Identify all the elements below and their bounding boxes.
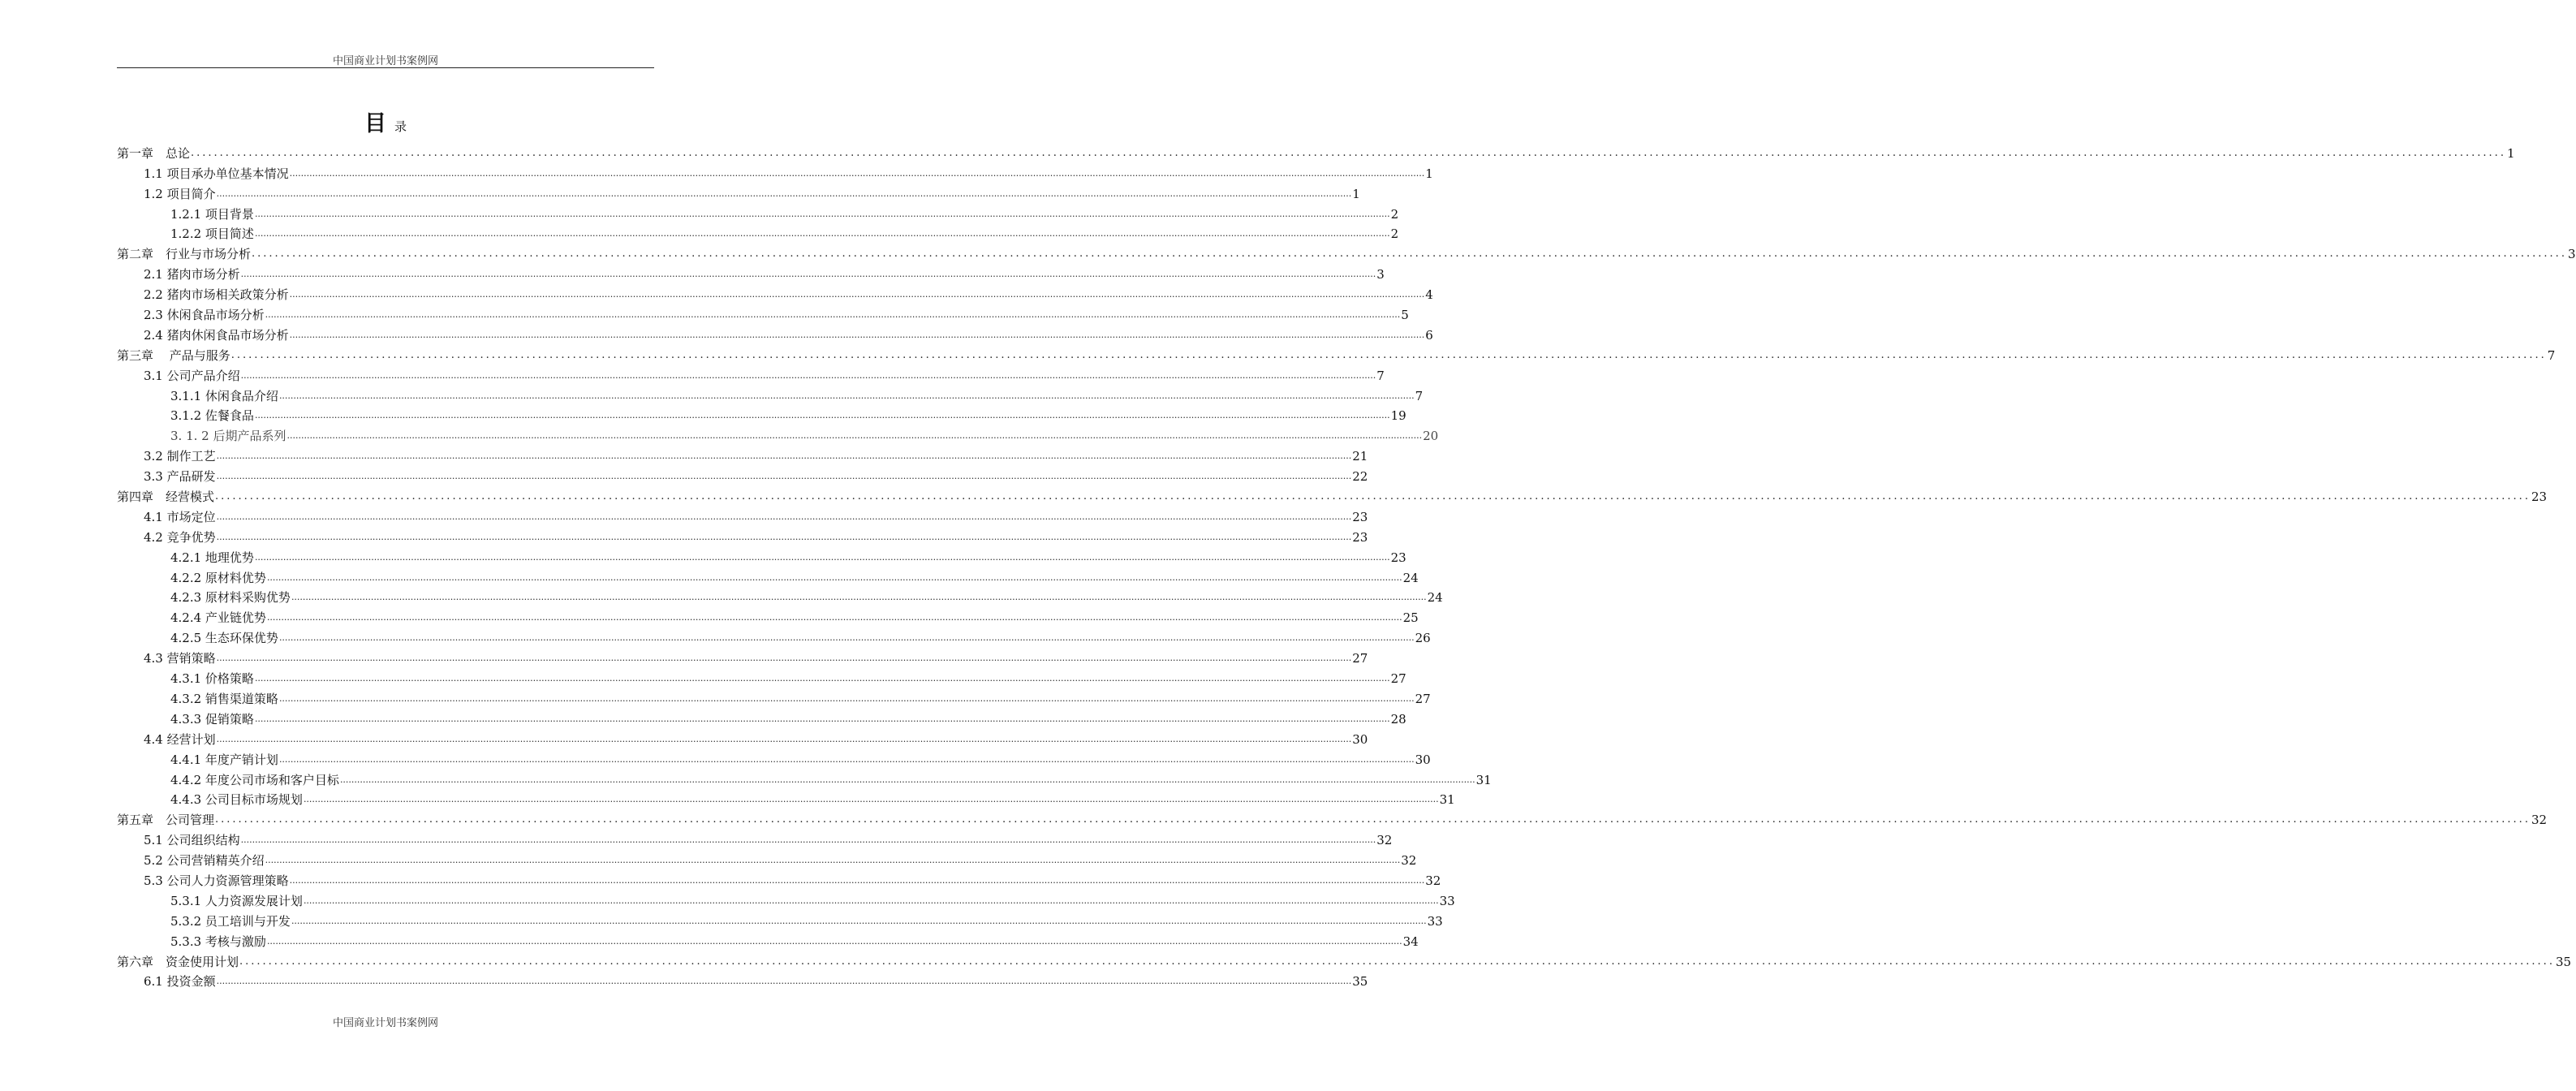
toc-entry-label: 3.1.1 休闲食品介绍 [170, 388, 278, 403]
toc-section-entry[interactable] [117, 666, 1406, 687]
toc-entry-page-number: 3 [1376, 267, 1385, 282]
toc-dot-leader: ................................................................................................................................................................................................................................................................................................................................................................................................................ [266, 571, 1402, 583]
toc-section-entry[interactable] [117, 869, 1441, 889]
toc-entry-page-number: 3 [2567, 247, 2576, 262]
toc-entry-label: 5.3.3 考核与激励 [170, 934, 266, 949]
toc-entry-page-number: 23 [1390, 550, 1406, 565]
toc-section-entry[interactable] [117, 909, 1443, 929]
toc-chapter-entry[interactable] [117, 141, 2515, 162]
toc-entry-label: 5.3 公司人力资源管理策略 [144, 873, 289, 888]
toc-entry-label: 4.2.1 地理优势 [170, 550, 254, 565]
toc-section-entry[interactable] [117, 646, 1368, 666]
toc-dot-leader: ................................................................................................................................................................................................................................................................................................................................................................................................................ [252, 248, 2567, 261]
toc-title-main: 目 [364, 111, 386, 136]
toc-entry-page-number: 31 [1439, 792, 1455, 808]
toc-entry-page-number: 32 [1425, 873, 1441, 888]
toc-entry-label: 5.3.1 人力资源发展计划 [170, 893, 303, 908]
toc-chapter-entry[interactable] [117, 242, 2576, 262]
toc-entry-page-number: 4 [1425, 287, 1433, 303]
toc-section-entry[interactable] [117, 505, 1368, 525]
toc-section-entry[interactable] [117, 546, 1406, 566]
toc-dot-leader: ................................................................................................................................................................................................................................................................................................................................................................................................................ [215, 490, 2531, 503]
toc-dot-leader: ................................................................................................................................................................................................................................................................................................................................................................................................................ [291, 915, 1427, 926]
toc-dot-leader: ................................................................................................................................................................................................................................................................................................................................................................................................................ [215, 813, 2531, 826]
toc-section-entry[interactable] [117, 444, 1368, 464]
toc-entry-label: 4.4 经营计划 [144, 731, 216, 747]
toc-section-entry[interactable] [117, 384, 1424, 404]
toc-entry-label: 5.2 公司营销精英介绍 [144, 853, 265, 869]
toc-section-entry[interactable] [117, 282, 1433, 303]
toc-section-entry[interactable] [117, 182, 1360, 202]
toc-entry-page-number: 30 [1352, 731, 1368, 747]
toc-section-entry[interactable] [117, 222, 1399, 243]
toc-section-entry[interactable] [117, 162, 1433, 182]
toc-section-entry[interactable] [117, 525, 1368, 546]
toc-section-entry[interactable] [117, 364, 1385, 384]
toc-chapter-entry[interactable] [117, 808, 2548, 828]
toc-dot-leader: ................................................................................................................................................................................................................................................................................................................................................................................................................ [289, 167, 1425, 179]
toc-entry-label: 4.2.5 生态环保优势 [170, 631, 278, 646]
toc-chapter-entry[interactable] [117, 485, 2548, 505]
toc-chapter-entry[interactable] [117, 343, 2556, 364]
toc-entry-page-number: 21 [1352, 449, 1368, 464]
toc-entry-label: 第三章 产品与服务 [117, 347, 230, 363]
toc-dot-leader: ................................................................................................................................................................................................................................................................................................................................................................................................................ [230, 348, 2547, 361]
toc-dot-leader: ................................................................................................................................................................................................................................................................................................................................................................................................................ [216, 733, 1352, 744]
toc-dot-leader: ................................................................................................................................................................................................................................................................................................................................................................................................................ [303, 794, 1439, 805]
toc-dot-leader: ................................................................................................................................................................................................................................................................................................................................................................................................................ [240, 834, 1376, 846]
toc-entry-page-number: 20 [1423, 429, 1439, 444]
toc-entry-page-number: 24 [1427, 590, 1443, 606]
toc-entry-label: 4.4.3 公司目标市场规划 [170, 792, 303, 808]
toc-dot-leader: ................................................................................................................................................................................................................................................................................................................................................................................................................ [266, 612, 1402, 623]
toc-entry-page-number: 35 [2555, 954, 2572, 969]
toc-entry-label: 3.3 产品研发 [144, 469, 216, 485]
toc-entry-page-number: 33 [1427, 913, 1443, 929]
toc-entry-page-number: 26 [1415, 631, 1431, 646]
toc-entry-label: 5.1 公司组织结构 [144, 833, 240, 848]
page-header: 中国商业计划书案例网 [332, 55, 438, 67]
toc-section-entry[interactable] [117, 748, 1431, 768]
header-divider [117, 67, 654, 68]
toc-section-entry[interactable] [117, 848, 1417, 869]
toc-dot-leader: ................................................................................................................................................................................................................................................................................................................................................................................................................ [216, 188, 1352, 199]
toc-section-entry[interactable] [117, 586, 1443, 606]
toc-dot-leader: ................................................................................................................................................................................................................................................................................................................................................................................................................ [339, 774, 1475, 785]
toc-title-sub: 录 [394, 119, 407, 134]
toc-entry-label: 3. 1. 2 后期产品系列 [170, 429, 286, 444]
toc-dot-leader: ................................................................................................................................................................................................................................................................................................................................................................................................................ [254, 208, 1390, 219]
toc-entry-page-number: 19 [1390, 408, 1406, 424]
toc-entry-label: 3.1 公司产品介绍 [144, 368, 240, 383]
toc-dot-leader: ................................................................................................................................................................................................................................................................................................................................................................................................................ [216, 471, 1352, 482]
toc-entry-label: 第六章 资金使用计划 [117, 954, 239, 969]
toc-dot-leader: ................................................................................................................................................................................................................................................................................................................................................................................................................ [254, 228, 1390, 239]
toc-dot-leader: ................................................................................................................................................................................................................................................................................................................................................................................................................ [289, 874, 1425, 886]
toc-entry-page-number: 23 [1352, 509, 1368, 524]
toc-entry-page-number: 7 [1415, 388, 1424, 403]
toc-entry-label: 2.1 猪肉市场分析 [144, 267, 240, 282]
toc-dot-leader: ................................................................................................................................................................................................................................................................................................................................................................................................................ [216, 511, 1352, 522]
toc-entry-label: 1.2.2 项目简述 [170, 226, 254, 242]
toc-section-entry[interactable] [117, 606, 1419, 626]
toc-section-entry[interactable] [117, 626, 1431, 646]
toc-entry-page-number: 34 [1402, 934, 1419, 949]
toc-entry-label: 4.4.2 年度公司市场和客户目标 [170, 772, 339, 787]
toc-chapter-entry[interactable] [117, 950, 2572, 970]
toc-dot-leader: ................................................................................................................................................................................................................................................................................................................................................................................................................ [278, 753, 1415, 765]
toc-dot-leader: ................................................................................................................................................................................................................................................................................................................................................................................................................ [278, 692, 1415, 704]
page-footer: 中国商业计划书案例网 [332, 1017, 438, 1029]
toc-entry-page-number: 5 [1401, 308, 1409, 323]
toc-section-entry[interactable] [117, 828, 1393, 848]
toc-entry-page-number: 22 [1352, 469, 1368, 485]
toc-dot-leader: ................................................................................................................................................................................................................................................................................................................................................................................................................ [254, 410, 1390, 421]
toc-entry-page-number: 27 [1390, 671, 1406, 687]
toc-entry-label: 4.3.2 销售渠道策略 [170, 691, 278, 706]
toc-entry-page-number: 35 [1352, 974, 1368, 990]
toc-dot-leader: ................................................................................................................................................................................................................................................................................................................................................................................................................ [216, 653, 1352, 664]
toc-entry-page-number: 23 [2531, 489, 2548, 505]
toc-section-entry[interactable] [117, 202, 1399, 222]
toc-dot-leader: ................................................................................................................................................................................................................................................................................................................................................................................................................ [240, 269, 1376, 280]
toc-entry-label: 1.2 项目简介 [144, 186, 216, 201]
toc-section-entry[interactable] [117, 929, 1419, 950]
toc-section-entry[interactable] [117, 464, 1368, 485]
toc-dot-leader: ................................................................................................................................................................................................................................................................................................................................................................................................................ [216, 531, 1352, 542]
toc-entry-page-number: 33 [1439, 893, 1455, 908]
toc-dot-leader: ................................................................................................................................................................................................................................................................................................................................................................................................................ [254, 673, 1390, 684]
toc-entry-label: 4.2.2 原材料优势 [170, 570, 266, 585]
toc-entry-label: 6.1 投资金额 [144, 974, 216, 990]
toc-entry-label: 4.2.4 产业链优势 [170, 610, 266, 626]
toc-entry-page-number: 27 [1352, 651, 1368, 666]
toc-dot-leader: ................................................................................................................................................................................................................................................................................................................................................................................................................ [239, 955, 2555, 968]
toc-entry-page-number: 25 [1402, 610, 1419, 626]
toc-entry-page-number: 32 [1376, 833, 1393, 848]
toc-entry-page-number: 30 [1415, 752, 1431, 767]
toc-entry-page-number: 2 [1390, 206, 1399, 222]
toc-dot-leader: ................................................................................................................................................................................................................................................................................................................................................................................................................ [216, 976, 1352, 987]
toc-entry-label: 1.1 项目承办单位基本情况 [144, 166, 289, 181]
toc-entry-label: 第二章 行业与市场分析 [117, 247, 252, 262]
toc-entry-label: 3.2 制作工艺 [144, 449, 216, 464]
toc-entry-label: 5.3.2 员工培训与开发 [170, 913, 291, 929]
toc-section-entry[interactable] [117, 707, 1406, 727]
toc-entry-label: 2.2 猪肉市场相关政策分析 [144, 287, 289, 303]
toc-entry-label: 4.1 市场定位 [144, 509, 216, 524]
toc-dot-leader: ................................................................................................................................................................................................................................................................................................................................................................................................................ [191, 146, 2506, 159]
toc-entry-label: 1.2.1 项目背景 [170, 206, 254, 222]
table-of-contents [117, 141, 2576, 990]
toc-entry-page-number: 27 [1415, 691, 1431, 706]
toc-entry-page-number: 6 [1425, 327, 1433, 343]
toc-title [0, 106, 771, 137]
toc-dot-leader: ................................................................................................................................................................................................................................................................................................................................................................................................................ [254, 713, 1390, 724]
toc-section-entry[interactable] [117, 788, 1455, 809]
toc-dot-leader: ................................................................................................................................................................................................................................................................................................................................................................................................................ [286, 430, 1423, 442]
toc-section-entry[interactable] [117, 768, 1492, 788]
toc-dot-leader: ................................................................................................................................................................................................................................................................................................................................................................................................................ [289, 289, 1425, 300]
toc-entry-label: 第一章 总论 [117, 145, 191, 161]
toc-dot-leader: ................................................................................................................................................................................................................................................................................................................................................................................................................ [303, 895, 1439, 906]
toc-entry-label: 4.3.3 促销策略 [170, 711, 254, 727]
toc-section-entry[interactable] [117, 262, 1385, 282]
toc-entry-page-number: 31 [1475, 772, 1492, 787]
toc-entry-label: 4.2.3 原材料采购优势 [170, 590, 291, 606]
toc-dot-leader: ................................................................................................................................................................................................................................................................................................................................................................................................................ [265, 855, 1401, 866]
toc-dot-leader: ................................................................................................................................................................................................................................................................................................................................................................................................................ [254, 551, 1390, 563]
toc-section-entry[interactable] [117, 404, 1406, 425]
toc-dot-leader: ................................................................................................................................................................................................................................................................................................................................................................................................................ [266, 935, 1402, 947]
toc-entry-label: 3.1.2 佐餐食品 [170, 408, 254, 424]
toc-entry-page-number: 28 [1390, 711, 1406, 727]
toc-entry-page-number: 7 [1376, 368, 1385, 383]
toc-entry-page-number: 23 [1352, 529, 1368, 545]
toc-entry-page-number: 1 [1425, 166, 1433, 181]
toc-entry-label: 4.4.1 年度产销计划 [170, 752, 278, 767]
toc-section-entry[interactable] [117, 323, 1433, 343]
toc-dot-leader: ................................................................................................................................................................................................................................................................................................................................................................................................................ [278, 390, 1415, 401]
toc-entry-label: 4.3.1 价格策略 [170, 671, 254, 687]
toc-entry-label: 2.4 猪肉休闲食品市场分析 [144, 327, 289, 343]
toc-entry-label: 第五章 公司管理 [117, 813, 215, 828]
toc-dot-leader: ................................................................................................................................................................................................................................................................................................................................................................................................................ [291, 592, 1427, 603]
toc-entry-label: 第四章 经营模式 [117, 489, 215, 505]
toc-section-entry[interactable] [117, 970, 1368, 990]
toc-dot-leader: ................................................................................................................................................................................................................................................................................................................................................................................................................ [240, 369, 1376, 381]
toc-dot-leader: ................................................................................................................................................................................................................................................................................................................................................................................................................ [265, 309, 1401, 321]
toc-section-entry[interactable] [117, 424, 1439, 444]
toc-section-entry[interactable] [117, 303, 1409, 323]
toc-section-entry[interactable] [117, 687, 1431, 707]
toc-dot-leader: ................................................................................................................................................................................................................................................................................................................................................................................................................ [278, 632, 1415, 644]
toc-entry-label: 4.2 竞争优势 [144, 529, 216, 545]
toc-entry-page-number: 2 [1390, 226, 1399, 242]
toc-entry-page-number: 7 [2547, 347, 2556, 363]
toc-entry-page-number: 32 [2531, 813, 2548, 828]
toc-section-entry[interactable] [117, 727, 1368, 748]
toc-entry-page-number: 24 [1402, 570, 1419, 585]
toc-dot-leader: ................................................................................................................................................................................................................................................................................................................................................................................................................ [216, 451, 1352, 462]
toc-section-entry[interactable] [117, 889, 1455, 909]
toc-entry-page-number: 1 [2506, 145, 2515, 161]
toc-entry-page-number: 1 [1352, 186, 1360, 201]
toc-entry-page-number: 32 [1401, 853, 1417, 869]
toc-entry-label: 4.3 营销策略 [144, 651, 216, 666]
toc-dot-leader: ................................................................................................................................................................................................................................................................................................................................................................................................................ [289, 329, 1425, 340]
toc-section-entry[interactable] [117, 566, 1419, 586]
toc-entry-label: 2.3 休闲食品市场分析 [144, 308, 265, 323]
